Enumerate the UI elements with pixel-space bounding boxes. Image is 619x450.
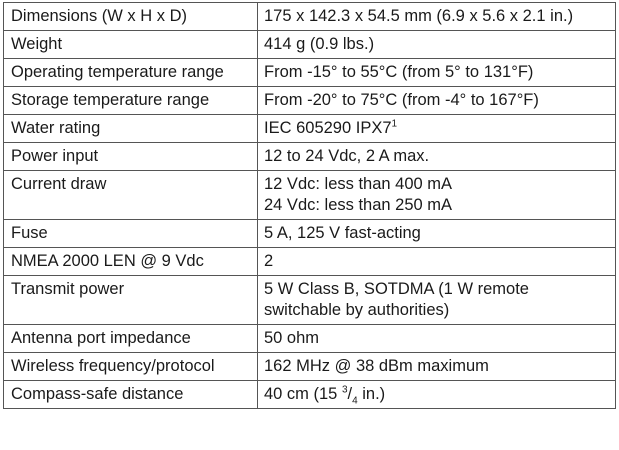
spec-label-fuse: Fuse bbox=[4, 220, 258, 248]
table-row bbox=[4, 59, 616, 87]
spec-value-fuse: 5 A, 125 V fast-acting bbox=[258, 220, 616, 248]
spec-value-nmea-2000-len: 2 bbox=[258, 248, 616, 276]
table-row bbox=[4, 31, 616, 59]
table-row bbox=[4, 220, 616, 248]
spec-label-water-rating: Water rating bbox=[4, 115, 258, 143]
table-row bbox=[4, 325, 616, 353]
spec-value-storage-temperature: From -20° to 75°C (from -4° to 167°F) bbox=[258, 87, 616, 115]
spec-value-antenna-port-impedance: 50 ohm bbox=[258, 325, 616, 353]
spec-label-compass-safe-distance: Compass-safe distance bbox=[4, 381, 258, 409]
current-draw-line-12v: 12 Vdc: less than 400 mA bbox=[264, 175, 453, 193]
table-row bbox=[4, 87, 616, 115]
table-row bbox=[4, 248, 616, 276]
current-draw-line-24v: 24 Vdc: less than 250 mA bbox=[264, 196, 453, 214]
fraction-slash: / bbox=[347, 385, 353, 403]
spec-value-compass-safe-distance bbox=[258, 381, 616, 409]
spec-value-water-rating bbox=[258, 115, 616, 143]
spec-value-dimensions: 175 x 142.3 x 54.5 mm (6.9 x 5.6 x 2.1 in.) bbox=[258, 3, 616, 31]
water-rating-text: IEC 605290 IPX7 bbox=[264, 119, 392, 137]
spec-label-power-input: Power input bbox=[4, 143, 258, 171]
spec-label-weight: Weight bbox=[4, 31, 258, 59]
table-row bbox=[4, 381, 616, 409]
specifications-table bbox=[3, 2, 616, 409]
fraction-numerator: 3 bbox=[341, 384, 348, 396]
spec-value-wireless-frequency: 162 MHz @ 38 dBm maximum bbox=[258, 353, 616, 381]
table-row bbox=[4, 353, 616, 381]
spec-value-weight: 414 g (0.9 lbs.) bbox=[258, 31, 616, 59]
spec-label-antenna-port-impedance: Antenna port impedance bbox=[4, 325, 258, 353]
fraction-denominator: 4 bbox=[352, 395, 358, 407]
spec-label-storage-temperature: Storage temperature range bbox=[4, 87, 258, 115]
spec-value-operating-temperature: From -15° to 55°C (from 5° to 131°F) bbox=[258, 59, 616, 87]
compass-distance-suffix: in.) bbox=[357, 385, 386, 403]
spec-value-current-draw bbox=[258, 171, 616, 220]
footnote-marker: 1 bbox=[391, 118, 398, 130]
spec-label-transmit-power: Transmit power bbox=[4, 276, 258, 325]
table-row bbox=[4, 171, 616, 220]
spec-value-transmit-power: 5 W Class B, SOTDMA (1 W remote switchable by authorities) bbox=[258, 276, 616, 325]
table-row bbox=[4, 3, 616, 31]
table-row bbox=[4, 143, 616, 171]
spec-label-operating-temperature: Operating temperature range bbox=[4, 59, 258, 87]
spec-value-power-input: 12 to 24 Vdc, 2 A max. bbox=[258, 143, 616, 171]
table-row bbox=[4, 115, 616, 143]
spec-label-nmea-2000-len: NMEA 2000 LEN @ 9 Vdc bbox=[4, 248, 258, 276]
spec-label-wireless-frequency: Wireless frequency/protocol bbox=[4, 353, 258, 381]
table-row bbox=[4, 276, 616, 325]
compass-distance-prefix: 40 cm (15 bbox=[264, 385, 342, 403]
spec-label-current-draw: Current draw bbox=[4, 171, 258, 220]
spec-label-dimensions: Dimensions (W x H x D) bbox=[4, 3, 258, 31]
